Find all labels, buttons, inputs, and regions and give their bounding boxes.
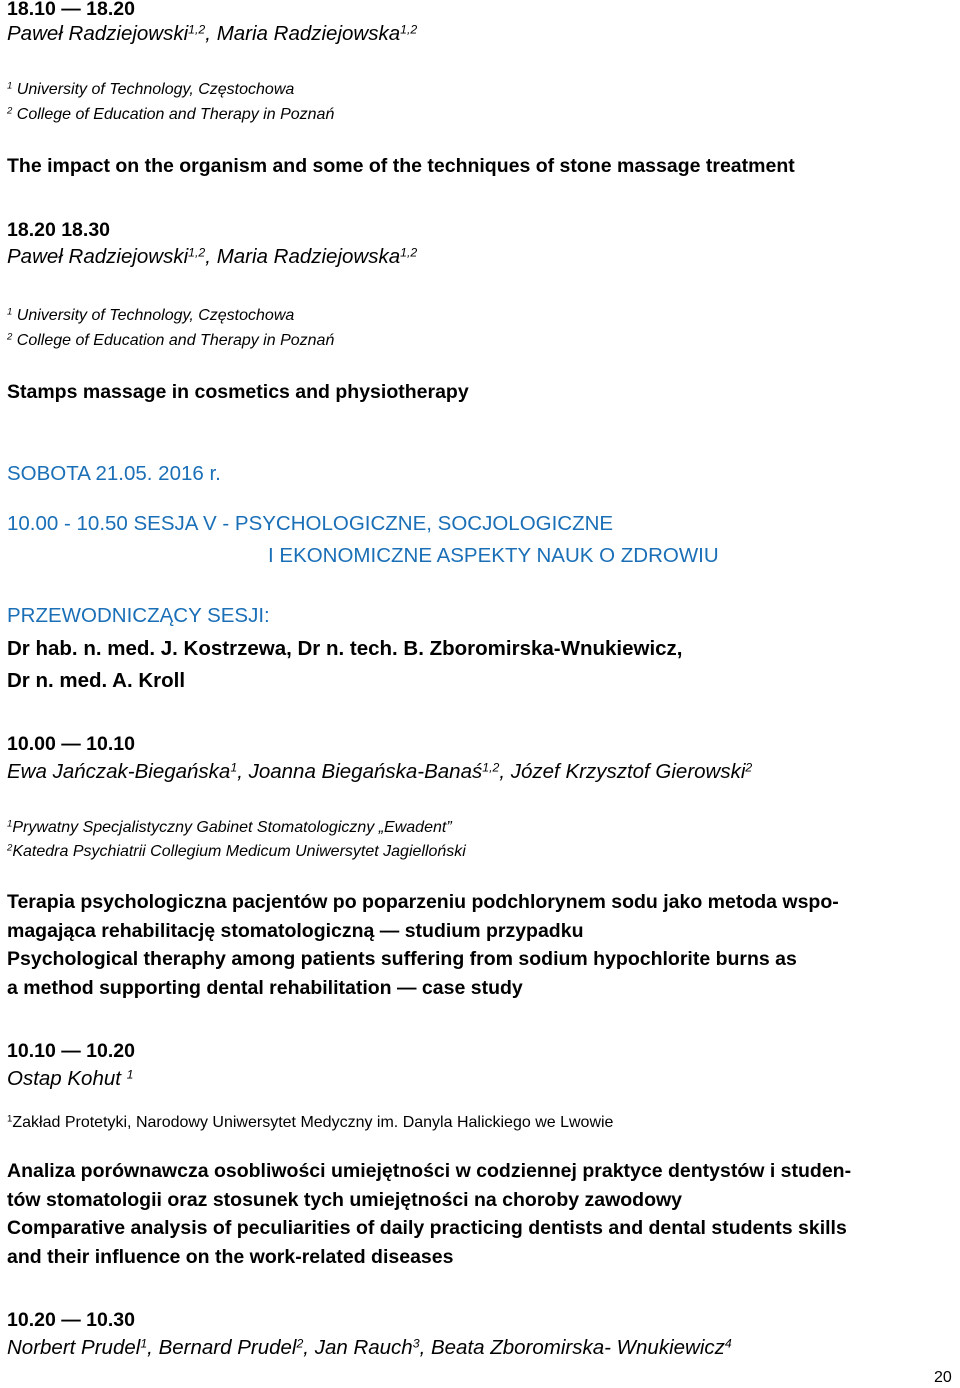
author-affiliation-sup: 3 [412, 1336, 420, 1351]
affiliation-text: College of Education and Therapy in Poznań [16, 106, 335, 123]
affiliation-number: 1 [7, 306, 13, 318]
affiliation [7, 843, 466, 861]
affiliation-text: Zakład Protetyki, Narodowy Uniwersytet Medyczny im. Danyla Halickiego we Lwowie [12, 1114, 614, 1131]
time-slot: 18.20 18.30 [7, 219, 111, 241]
author-separator: , [419, 1336, 431, 1359]
author-affiliation-sup: 1,2 [482, 760, 500, 775]
author-name: Ewa Jańczak-Biegańska [7, 760, 231, 783]
time-slot: 10.10 — 10.20 [7, 1040, 135, 1062]
author-name: Beata Zboromirska- Wnukiewicz [430, 1336, 725, 1359]
talk-title-line: a method supporting dental rehabilitation — case study [7, 977, 523, 999]
author-affiliation-sup: 1 [230, 760, 238, 775]
author-affiliation-sup: 1,2 [400, 22, 418, 37]
author-affiliation-sup: 1 [126, 1067, 134, 1082]
talk-title: Stamps massage in cosmetics and physiotherapy [7, 381, 469, 403]
author-separator: , [147, 1336, 159, 1359]
chair-names-line1: Dr hab. n. med. J. Kostrzewa, Dr n. tech. B. Zboromirska-Wnukiewicz, [7, 637, 683, 660]
author-affiliation-sup: 2 [296, 1336, 304, 1351]
author-name: Maria Radziejowska [216, 22, 401, 45]
author-affiliation-sup: 1,2 [188, 22, 206, 37]
affiliation-text: University of Technology, Częstochowa [16, 81, 295, 98]
author-name: Paweł Radziejowski [7, 22, 189, 45]
affiliation-text: College of Education and Therapy in Poznań [16, 332, 335, 349]
author-affiliation-sup: 4 [724, 1336, 732, 1351]
talk-title-line: Terapia psychologiczna pacjentów po poparzeniu podchlorynem sodu jako metoda wspo- [7, 891, 839, 913]
affiliation-number: 1 [7, 1113, 13, 1125]
author-affiliation-sup: 1,2 [188, 245, 206, 260]
author-name: Maria Radziejowska [216, 245, 401, 268]
talk-title-line: Comparative analysis of peculiarities of daily practicing dentists and dental students skills [7, 1217, 847, 1239]
affiliation-number: 2 [7, 842, 13, 854]
affiliation-number: 1 [7, 818, 13, 830]
affiliation-text: Prywatny Specjalistyczny Gabinet Stomatologiczny „Ewadent” [12, 819, 452, 836]
author-name: Józef Krzysztof Gierowski [510, 760, 746, 783]
time-slot: 10.00 — 10.10 [7, 733, 135, 755]
affiliation [7, 1114, 613, 1132]
talk-title-line: and their influence on the work-related diseases [7, 1246, 454, 1268]
author-name: Jan Rauch [314, 1336, 413, 1359]
talk-title-line: Analiza porównawcza osobliwości umiejętności w codziennej praktyce dentystów i studen- [7, 1160, 852, 1182]
affiliation-text: Katedra Psychiatrii Collegium Medicum Uniwersytet Jagielloński [12, 843, 466, 860]
author-name: Norbert Prudel [7, 1336, 141, 1359]
author-affiliation-sup: 1,2 [400, 245, 418, 260]
author-list [7, 760, 752, 784]
author-list [7, 22, 417, 46]
page-number: 20 [934, 1369, 952, 1386]
author-name: Joanna Biegańska-Banaś [248, 760, 483, 783]
author-list [7, 245, 417, 269]
author-separator: , [303, 1336, 315, 1359]
session-heading-line2: I EKONOMICZNE ASPEKTY NAUK O ZDROWIU [268, 544, 719, 567]
author-separator: , [499, 760, 511, 783]
author-name: Bernard Prudel [158, 1336, 297, 1359]
author-affiliation-sup: 2 [745, 760, 753, 775]
author-name: Ostap Kohut [7, 1067, 121, 1090]
author-separator: , [205, 245, 217, 268]
affiliation [7, 307, 294, 325]
chair-label: PRZEWODNICZĄCY SESJI: [7, 604, 270, 627]
chair-names-line2: Dr n. med. A. Kroll [7, 669, 186, 692]
talk-title-line: Psychological theraphy among patients suffering from sodium hypochlorite burns as [7, 948, 797, 970]
affiliation [7, 81, 294, 99]
author-separator: , [237, 760, 249, 783]
affiliation-number: 2 [7, 331, 13, 343]
affiliation-number: 2 [7, 105, 13, 117]
day-heading: SOBOTA 21.05. 2016 r. [7, 462, 221, 485]
affiliation-text: University of Technology, Częstochowa [16, 307, 295, 324]
talk-title-line: tów stomatologii oraz stosunek tych umiejętności na choroby zawodowy [7, 1189, 683, 1211]
affiliation [7, 332, 334, 350]
talk-title: The impact on the organism and some of the techniques of stone massage treatment [7, 155, 795, 177]
author-affiliation-sup: 1 [140, 1336, 148, 1351]
session-heading-line1: 10.00 - 10.50 SESJA V - PSYCHOLOGICZNE, SOCJOLOGICZNE [7, 512, 614, 535]
talk-title-line: magająca rehabilitację stomatologiczną — studium przypadku [7, 920, 584, 942]
affiliation [7, 819, 452, 837]
affiliation-number: 1 [7, 80, 13, 92]
affiliation [7, 106, 334, 124]
author-name: Paweł Radziejowski [7, 245, 189, 268]
author-separator: , [205, 22, 217, 45]
time-slot: 18.10 — 18.20 [7, 0, 135, 20]
time-slot: 10.20 — 10.30 [7, 1309, 135, 1331]
author-list [7, 1067, 134, 1091]
author-list [7, 1336, 732, 1360]
